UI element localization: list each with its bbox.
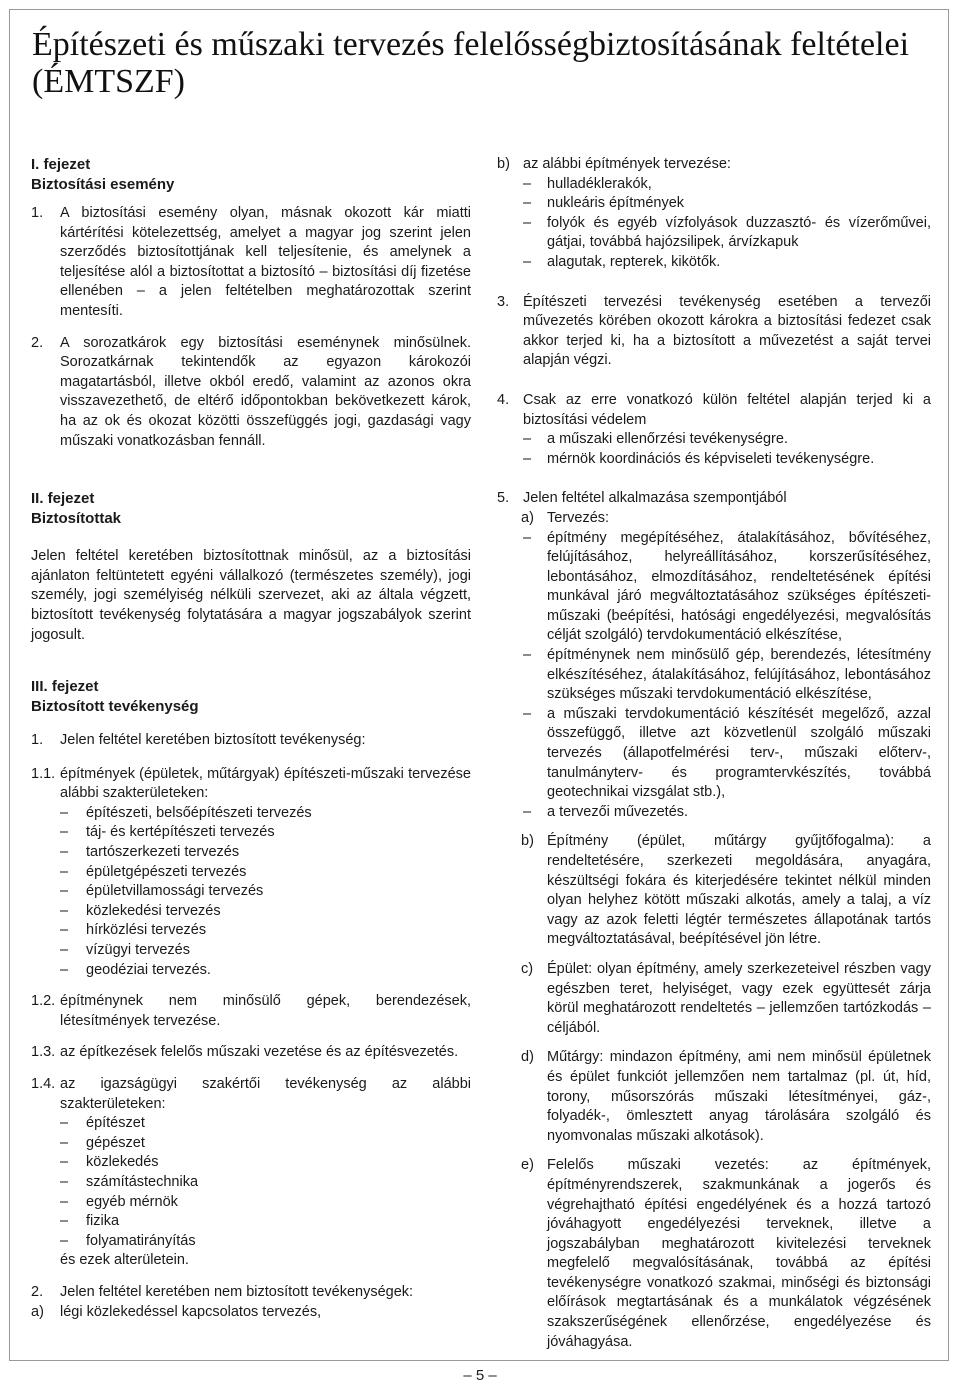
list-item: [497, 175, 931, 195]
dash-bullet: –: [60, 942, 69, 959]
dash-bullet: –: [60, 824, 69, 841]
page-number: – 5 –: [463, 1367, 497, 1384]
section-3-4-list: [497, 430, 931, 469]
list-item: [31, 823, 471, 843]
right-column: [497, 155, 931, 1352]
list-item-text: építészet: [86, 1115, 145, 1132]
item-label: c): [521, 960, 534, 977]
chapter-1-title: Biztosítási esemény: [31, 176, 175, 193]
list-item-text: alagutak, repterek, kikötők.: [547, 253, 721, 270]
list-item-text: tartószerkezeti tervezés: [86, 844, 240, 861]
list-item: [31, 1114, 471, 1134]
item-number: 2.: [31, 1283, 44, 1300]
item-number: 1.: [31, 205, 44, 221]
item-text: Jelen feltétel keretében biztosított tevékenység:: [60, 732, 366, 749]
item-text: Építészeti tervezési tevékenység esetében a tervezői művezetés körében okozott károkra a biztosítási fedezet csak akkor terjed ki, ha a biztosított a művezetést a saját tervei alapján végzi.: [523, 293, 931, 369]
list-item-text: számítástechnika: [86, 1173, 199, 1190]
item-text: Tervezés:: [547, 509, 610, 526]
item-text: A biztosítási esemény olyan, másnak okozott kár miatti kártérítési kötelezettség, amelyet a magyar jog szerint jelen szerződés biztosítottjának kell teljesítenie, és amelynek a teljesítése alól a biztosítottat a biztosító – biztosítási díj fizetése ellenében – a jelen feltételben meghatározottak szerint mentesíti.: [60, 205, 471, 319]
item-text: az építkezések felelős műszaki vezetése és az építésvezetés.: [60, 1044, 459, 1061]
list-item: [497, 450, 931, 470]
list-item-text: épületvillamossági tervezés: [86, 883, 264, 900]
dash-bullet: –: [60, 1134, 69, 1151]
item-text: légi közlekedéssel kapcsolatos tervezés,: [60, 1303, 322, 1320]
section-3-1-4-tail: és ezek alterületein.: [60, 1252, 189, 1269]
list-item-text: mérnök koordinációs és képviseleti tevékenységre.: [547, 450, 875, 467]
list-item-text: táj- és kertépítészeti tervezés: [86, 824, 275, 841]
list-item-text: hulladéklerakók,: [547, 175, 652, 192]
section-3-1-1: [31, 765, 471, 804]
definition-a: [497, 509, 931, 529]
section-3-2: [31, 1283, 471, 1303]
section-3-3: [497, 293, 931, 371]
item-label: b): [497, 156, 510, 172]
dash-bullet: –: [523, 431, 532, 448]
dash-bullet: –: [60, 902, 69, 919]
list-item-text: egyéb mérnök: [86, 1193, 178, 1210]
definition-a-list: [497, 529, 931, 823]
dash-bullet: –: [523, 214, 532, 231]
list-item: [31, 1134, 471, 1154]
section-3-1-4: [31, 1075, 471, 1114]
list-item: [31, 863, 471, 883]
list-item-text: vízügyi tervezés: [86, 942, 190, 959]
list-item: [497, 253, 931, 273]
dash-bullet: –: [523, 175, 532, 192]
dash-bullet: –: [523, 253, 532, 270]
item-text: az igazságügyi szakértői tevékenység az alábbi szakterületeken:: [60, 1076, 471, 1112]
dash-bullet: –: [523, 705, 532, 722]
item-text: építmények (épületek, műtárgyak) építészeti-műszaki tervezése alábbi szakterületeken:: [60, 765, 471, 802]
list-item: [497, 529, 931, 647]
dash-bullet: –: [60, 961, 69, 978]
section-3-1-4-list: [31, 1114, 471, 1251]
section-1-1: [31, 204, 471, 322]
dash-bullet: –: [523, 450, 532, 467]
item-number: 1.: [31, 732, 44, 749]
item-text: Jelen feltétel keretében nem biztosított tevékenységek:: [60, 1283, 414, 1300]
dash-bullet: –: [60, 1193, 69, 1210]
section-3-1-1-list: [31, 804, 471, 980]
item-number: 2.: [31, 334, 44, 351]
chapter-1-number: I. fejezet: [31, 156, 91, 173]
list-item-text: gépészet: [86, 1134, 145, 1151]
list-item-text: a műszaki ellenőrzési tevékenységre.: [547, 431, 788, 448]
dash-bullet: –: [60, 844, 69, 861]
item-number: 3.: [497, 293, 510, 310]
list-item: [31, 804, 471, 824]
item-text: az alábbi építmények tervezése:: [523, 156, 731, 172]
list-item: [31, 921, 471, 941]
chapter-3-number: III. fejezet: [31, 678, 99, 696]
chapter-2-number: II. fejezet: [31, 490, 95, 508]
dash-bullet: –: [60, 1154, 69, 1171]
definition-c: [497, 960, 931, 1038]
left-column: [31, 155, 471, 1322]
list-item: [497, 194, 931, 214]
section-1-2: [31, 334, 471, 452]
dash-bullet: –: [523, 803, 532, 820]
chapter-2-title: Biztosítottak: [31, 510, 121, 528]
dash-bullet: –: [60, 883, 69, 900]
dash-bullet: –: [60, 1173, 69, 1190]
section-3-2-b-list: [497, 175, 931, 273]
list-item: [31, 1212, 471, 1232]
list-item-text: fizika: [86, 1213, 120, 1230]
item-label: e): [521, 1157, 534, 1174]
item-number: 1.3.: [31, 1044, 56, 1061]
item-text: A sorozatkárok egy biztosítási eseménynek minősülnek. Sorozatkárnak tekintendők az egyazon károkozói magatartásból, illetve okból eredő, valamint az azonos okra visszavezethető, de eltérő időpontokban bekövetkezett károk, ha az ok és okozat közötti összefüggés jogi, gazdasági vagy műszaki vonatkozásban fennáll.: [60, 334, 471, 449]
list-item: [31, 941, 471, 961]
list-item-text: építmény megépítéséhez, átalakításához, bővítéséhez, felújításához, helyreállításához, korszerűsítéséhez, lebontásához, elmozdításához, rendeltetésének építési munkával járó megváltoztatásához szükséges építészeti-műszaki (beépítési, hatósági engedélyezési, megvalósítás célját szolgáló) tervdokumentáció elkészítése,: [547, 529, 931, 644]
item-number: 1.1.: [31, 765, 56, 782]
item-text: Épület: olyan építmény, amely szerkezeteivel részben vagy egészben teret, helyiséget, vagy ezek együttesét zárja körül meghatározott rendeltetés – jellemzően tartózkodás – céljából.: [547, 960, 931, 1036]
list-item-text: építménynek nem minősülő gép, berendezés, létesítmény elkészítéséhez, átalakításához, felújításához, lebontásához szükséges műszaki tervdokumentáció elkészítése,: [547, 647, 931, 703]
item-text: Felelős műszaki vezetés: az építmények, építményrendszerek, szakmunkának a jogerős és végrehajtható építési engedélyének és a hozzá tartozó jóváhagyott engedélyezési terveknek, illetve a jogszabályban meghatározott kivitelezési terveknek megfelelő megvalósításának, továbbá az építési tevékenységre vonatkozó szakmai, minőségi és biztonsági előírások megtartásának és a munkálatok végzésének szakszerűségének ellenőrzése, engedélyezése és jóváhagyása.: [547, 1157, 931, 1350]
item-label: d): [521, 1049, 534, 1066]
list-item-text: folyamatirányítás: [86, 1232, 196, 1249]
section-3-1-3: [31, 1043, 471, 1063]
list-item-text: a műszaki tervdokumentáció készítését megelőző, azzal összefüggő, illetve azt közvetlenül szolgáló műszaki tervezés (állapotfelmérési terv-, műszaki előterv-, tanulmányterv- és programtervkészítés, továbbá geotechnikai vizsgálat stb.),: [547, 705, 931, 801]
list-item: [497, 430, 931, 450]
document-title: Építészeti és műszaki tervezés felelősségbiztosításának feltételei (ÉMTSZF): [32, 26, 910, 100]
list-item: [31, 961, 471, 981]
item-number: 1.4.: [31, 1076, 56, 1092]
list-item-text: folyók és egyéb vízfolyások duzzasztó- és vízerőművei, gátjai, továbbá hajózsilipek, árvízkapuk: [547, 214, 931, 251]
item-label: a): [31, 1303, 44, 1320]
section-3-1-2: [31, 992, 471, 1031]
item-label: b): [521, 833, 534, 850]
dash-bullet: –: [60, 863, 69, 880]
list-item: [31, 1173, 471, 1193]
list-item-text: hírközlési tervezés: [86, 922, 207, 939]
chapter-2-text: Jelen feltétel keretében biztosítottnak minősül, az a biztosítási ajánlaton feltüntetett egyéni vállalkozó (természetes személy), jogi személy, jogi személyiség nélküli szervezet, aki az általa végzett, biztosított tevékenység folytatására a magyar jogszabályok szerint jogosult.: [31, 548, 471, 643]
list-item: [497, 803, 931, 823]
dash-bullet: –: [523, 529, 532, 546]
dash-bullet: –: [523, 647, 532, 664]
definition-e: [497, 1156, 931, 1352]
list-item: [31, 882, 471, 902]
section-3-1: [31, 731, 471, 751]
definition-b: [497, 832, 931, 950]
dash-bullet: –: [60, 1232, 69, 1249]
section-3-2-b: [497, 155, 931, 175]
item-number: 1.2.: [31, 993, 56, 1010]
section-3-2-a: [31, 1303, 471, 1323]
item-label: a): [521, 509, 534, 526]
list-item-text: a tervezői művezetés.: [547, 803, 689, 820]
item-text: Építmény (épület, műtárgy gyűjtőfogalma): a rendeltetésére, szerkezeti megoldására, anyagára, készültségi fokára és kiterjedésére tekintet nélkül minden olyan helyhez kötött műszaki alkotás, amely a talaj, a víz vagy az azok feletti légtér természetes állapotának tartós megváltoztatásával, beépítésével jön létre.: [547, 833, 931, 948]
section-3-4: [497, 391, 931, 430]
list-item: [31, 1153, 471, 1173]
item-text: építménynek nem minősülő gépek, berendezések, létesítmények tervezése.: [60, 993, 471, 1029]
list-item: [31, 1232, 471, 1252]
dash-bullet: –: [60, 922, 69, 939]
item-number: 4.: [497, 391, 510, 408]
dash-bullet: –: [60, 1115, 69, 1132]
list-item: [497, 214, 931, 253]
list-item-text: közlekedés: [86, 1154, 159, 1171]
list-item: [31, 902, 471, 922]
dash-bullet: –: [523, 195, 532, 212]
list-item: [497, 705, 931, 803]
dash-bullet: –: [60, 804, 69, 821]
item-number: 5.: [497, 490, 510, 507]
list-item-text: épületgépészeti tervezés: [86, 863, 247, 880]
list-item-text: nukleáris építmények: [547, 195, 685, 212]
section-3-5: [497, 489, 931, 509]
list-item-text: építészeti, belsőépítészeti tervezés: [86, 804, 312, 821]
dash-bullet: –: [60, 1213, 69, 1230]
chapter-3-title: Biztosított tevékenység: [31, 698, 199, 716]
item-text: Csak az erre vonatkozó külön feltétel alapján terjed ki a biztosítási védelem: [523, 391, 931, 428]
list-item: [31, 1193, 471, 1213]
list-item-text: geodéziai tervezés.: [86, 961, 211, 978]
list-item: [31, 843, 471, 863]
item-text: Műtárgy: mindazon építmény, ami nem minősül épületnek és épület funkciót jellemzően nem tartalmaz (pl. út, híd, torony, műsorszórás műszaki létesítményei, gáz-, folyadék-, ömlesztett anyag tárolására szolgáló és nyomvonalas műszaki alkotások).: [547, 1049, 931, 1144]
item-text: Jelen feltétel alkalmazása szempontjából: [523, 490, 787, 507]
definition-d: [497, 1048, 931, 1146]
list-item: [497, 646, 931, 705]
list-item-text: közlekedési tervezés: [86, 902, 221, 919]
